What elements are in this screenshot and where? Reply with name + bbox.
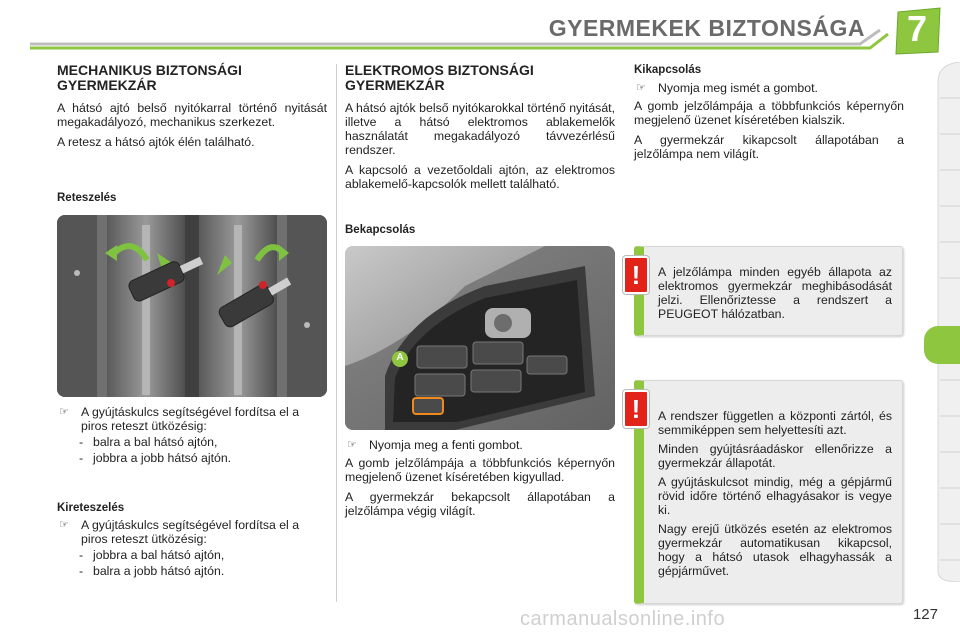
lock-dash-left: - balra a bal hátsó ajtón, bbox=[79, 435, 218, 449]
unlock-dash-left: - jobbra a bal hátsó ajtón, bbox=[79, 548, 225, 562]
activation-text-1: A gomb jelzőlámpája a többfunkciós képernyőn megjelenő üzenet kíséretében kigyullad. bbox=[345, 456, 615, 484]
middle-column bbox=[345, 63, 615, 197]
activation-steps bbox=[345, 438, 615, 524]
unlocking-title: Kireteszelés bbox=[57, 502, 125, 514]
warning-box-safety bbox=[634, 380, 903, 604]
pointing-hand-icon: ☞ bbox=[59, 519, 69, 531]
warning-exclamation-icon: ! bbox=[623, 256, 649, 294]
page-number: 127 bbox=[912, 606, 938, 623]
chapter-tabs bbox=[932, 62, 960, 582]
activation-title: Bekapcsolás bbox=[345, 224, 416, 236]
warning-safety-text-4: Nagy erejű ütközés esetén az elektromos gyermekzár automatikusan kikapcsol, hogy a hátsó utasok elhagyhassák a gépjárművet. bbox=[658, 522, 892, 578]
unlock-dash-right: - balra a jobb hátsó ajtón. bbox=[79, 564, 225, 578]
activation-bullet: ☞ Nyomja meg a fenti gombot. bbox=[347, 438, 523, 452]
warning-safety-text-3: A gyújtáskulcsot mindig, még a gépjármű rövid időre történő elhagyásakor is vegye ki. bbox=[658, 475, 892, 517]
right-column bbox=[634, 63, 904, 167]
deactivation-text-2: A gyermekzár kikapcsolt állapotában a jelzőlámpa nem világít. bbox=[634, 133, 904, 161]
warning-exclamation-icon: ! bbox=[623, 390, 649, 428]
deactivation-title: Kikapcsolás bbox=[634, 64, 702, 76]
mechanical-intro-1: A hátsó ajtó belső nyitókarral történő nyitását megakadályozó, mechanikus szerkezet. bbox=[57, 101, 327, 129]
electric-lock-heading: ELEKTROMOS BIZTONSÁGI GYERMEKZÁR bbox=[345, 62, 534, 93]
left-column bbox=[57, 63, 327, 155]
electric-intro-1: A hátsó ajtók belső nyitókarokkal történő nyitását, illetve a hátsó elektromos ablakemelők használatát megakadályozó távvezérlésű rendszer. bbox=[345, 101, 615, 157]
watermark: carmanualsonline.info bbox=[520, 608, 726, 630]
warning-safety-text-2: Minden gyújtásráadáskor ellenőrizze a gyermekzár állapotát. bbox=[658, 442, 892, 470]
mechanical-intro-2: A retesz a hátsó ajtók élén található. bbox=[57, 135, 255, 149]
locking-title: Reteszelés bbox=[57, 192, 117, 204]
deactivation-text-1: A gomb jelzőlámpája a többfunkciós képernyőn megjelenő üzenet kíséretében kialszik. bbox=[634, 99, 904, 127]
pointing-hand-icon: ☞ bbox=[347, 439, 357, 451]
chapter-badge bbox=[894, 6, 944, 56]
activation-text-2: A gyermekzár bekapcsolt állapotában a jelzőlámpa végig világít. bbox=[345, 490, 615, 518]
page-title: GYERMEKEK BIZTONSÁGA bbox=[548, 15, 865, 41]
window-switch-illustration bbox=[345, 246, 615, 430]
lock-dash-right: - jobbra a jobb hátsó ajtón. bbox=[79, 451, 232, 465]
mechanical-lock-heading: MECHANIKUS BIZTONSÁGI GYERMEKZÁR bbox=[57, 62, 242, 93]
warning-safety-text-1: A rendszer független a központi zártól, és semmiképpen sem helyettesíti azt. bbox=[658, 409, 892, 437]
unlocking-steps bbox=[57, 518, 327, 580]
warning-box-fault bbox=[634, 246, 903, 336]
electric-intro-2: A kapcsoló a vezetőoldali ajtón, az elektromos ablakemelő-kapcsolók mellett található. bbox=[345, 163, 615, 191]
pointing-hand-icon: ☞ bbox=[59, 406, 69, 418]
pointing-hand-icon: ☞ bbox=[636, 82, 646, 94]
chapter-number: 7 bbox=[906, 8, 928, 49]
door-child-lock-illustration bbox=[57, 215, 327, 397]
tab-chapter-7-active[interactable] bbox=[924, 326, 960, 364]
callout-label-a: A bbox=[396, 352, 404, 363]
warning-fault-text: A jelzőlámpa minden egyéb állapota az elektromos gyermekzár meghibásodását jelzi. Ellenőriztesse a rendszert a PEUGEOT hálózatban. bbox=[658, 265, 892, 321]
switch-panel-image bbox=[345, 246, 615, 430]
column-divider bbox=[336, 64, 337, 602]
mechanical-lock-image bbox=[57, 215, 327, 397]
deactivation-bullet: ☞ Nyomja meg ismét a gombot. bbox=[636, 81, 818, 95]
locking-steps bbox=[57, 405, 327, 467]
unlock-bullet: ☞ A gyújtáskulcs segítségével fordítsa el a piros reteszt ütközésig: bbox=[59, 518, 300, 546]
lock-bullet: ☞ A gyújtáskulcs segítségével fordítsa el a piros reteszt ütközésig: bbox=[59, 405, 300, 433]
